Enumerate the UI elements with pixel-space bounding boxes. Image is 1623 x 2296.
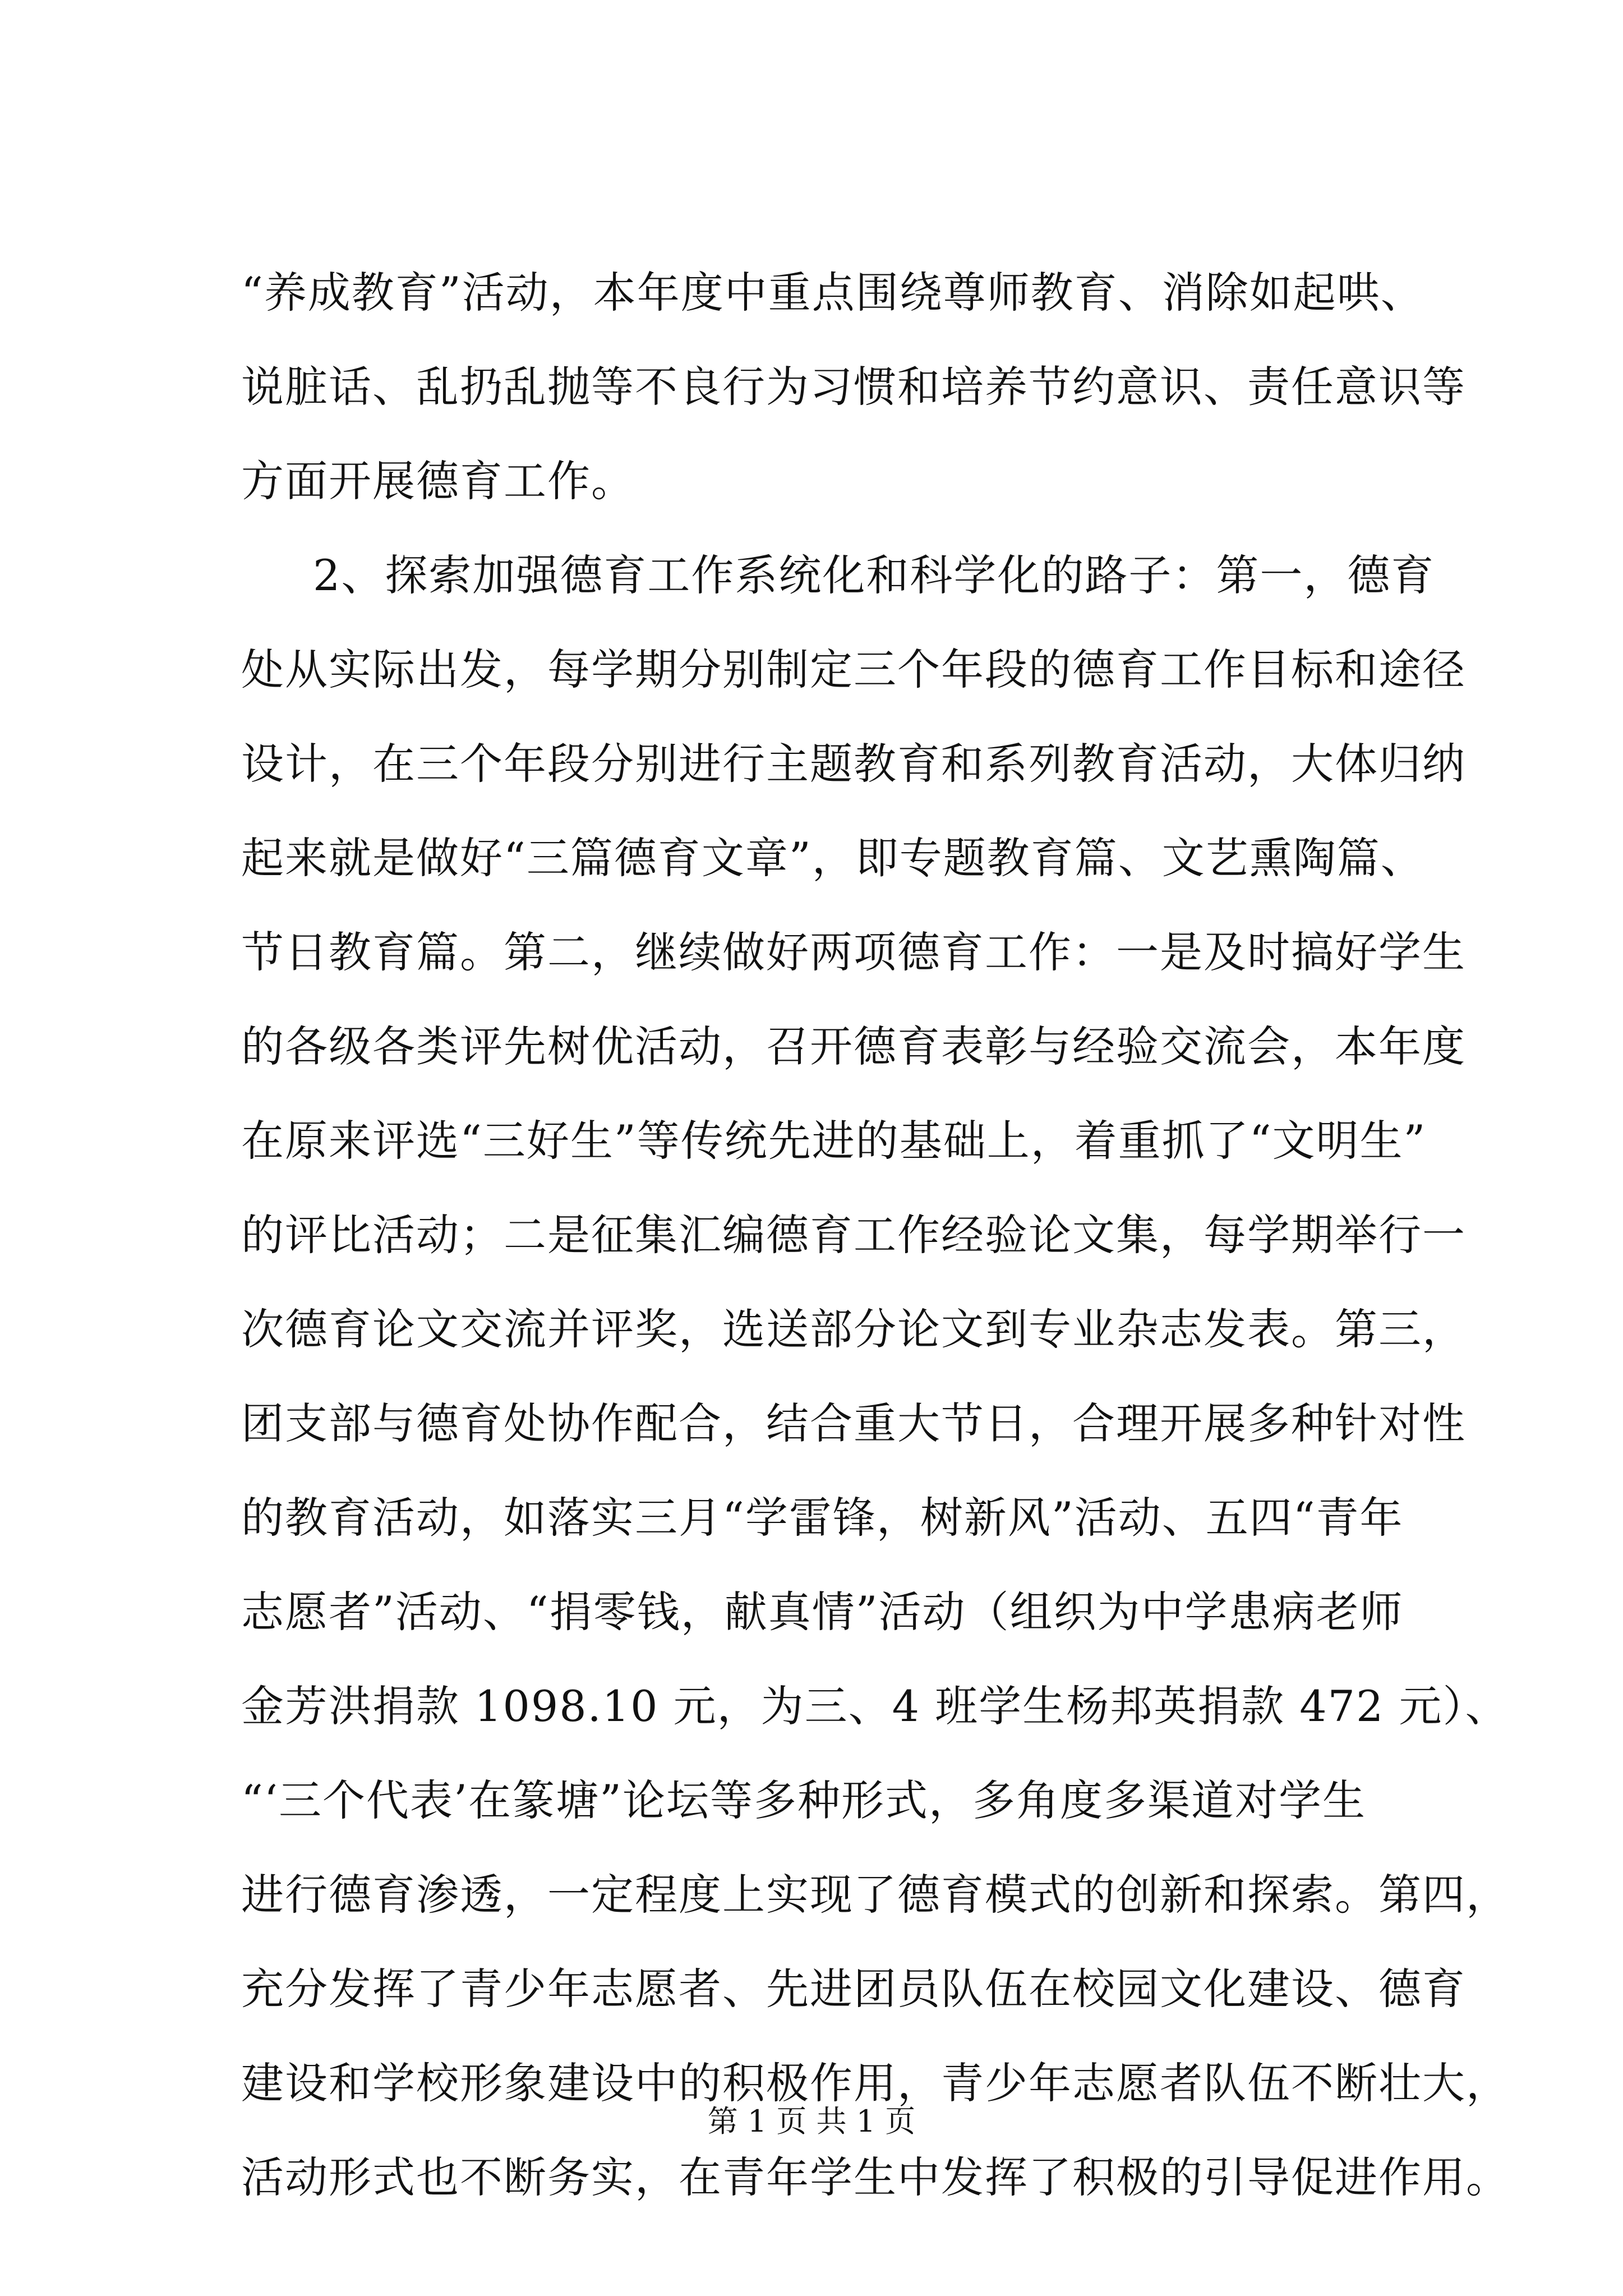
text-line: “‘三个代表’在篆塘”论坛等多种形式，多角度多渠道对学生 — [241, 1775, 1367, 1825]
text-line: 在原来评选“三好生”等传统先进的基础上，着重抓了“文明生” — [241, 1116, 1427, 1166]
text-line: 的教育活动，如落实三月“学雷锋，树新风”活动、五四“青年 — [241, 1493, 1404, 1543]
text-line: 活动形式也不断务实，在青年学生中发挥了积极的引导促进作用。 — [241, 2152, 1510, 2202]
paragraph-start-line: 2、探索加强德育工作系统化和科学化的路子：第一，德育 — [313, 550, 1435, 600]
text-line: 金芳洪捐款 1098.10 元，为三、4 班学生杨邦英捐款 472 元）、 — [241, 1681, 1509, 1731]
page-number-footer: 第 1 页 共 1 页 — [707, 2104, 916, 2139]
text-line: 进行德育渗透，一定程度上实现了德育模式的创新和探索。第四， — [241, 1870, 1510, 1920]
text-line: 方面开展德育工作。 — [241, 456, 635, 506]
text-line: 处从实际出发，每学期分别制定三个年段的德育工作目标和途径 — [241, 645, 1466, 694]
text-line: 的各级各类评先树优活动，召开德育表彰与经验交流会，本年度 — [241, 1022, 1466, 1071]
text-line: 起来就是做好“三篇德育文章”，即专题教育篇、文艺熏陶篇、 — [241, 833, 1424, 883]
text-line: “养成教育”活动，本年度中重点围绕尊师教育、消除如起哄、 — [241, 268, 1424, 318]
text-line: 的评比活动；二是征集汇编德育工作经验论文集，每学期举行一 — [241, 1210, 1466, 1260]
text-line: 次德育论文交流并评奖，选送部分论文到专业杂志发表。第三， — [241, 1304, 1466, 1354]
body-text — [241, 246, 1510, 2225]
text-line: 志愿者”活动、“捐零钱，献真情”活动（组织为中学患病老师 — [241, 1587, 1404, 1637]
text-line: 团支部与德育处协作配合，结合重大节日，合理开展多种针对性 — [241, 1398, 1466, 1448]
text-line: 说脏话、乱扔乱抛等不良行为习惯和培养节约意识、责任意识等 — [241, 362, 1466, 412]
text-line: 设计，在三个年段分别进行主题教育和系列教育活动，大体归纳 — [241, 739, 1466, 789]
text-line: 建设和学校形象建设中的积极作用，青少年志愿者队伍不断壮大， — [241, 2058, 1510, 2108]
text-line: 节日教育篇。第二，继续做好两项德育工作：一是及时搞好学生 — [241, 927, 1466, 977]
text-line: 充分发挥了青少年志愿者、先进团员队伍在校园文化建设、德育 — [241, 1964, 1466, 2014]
